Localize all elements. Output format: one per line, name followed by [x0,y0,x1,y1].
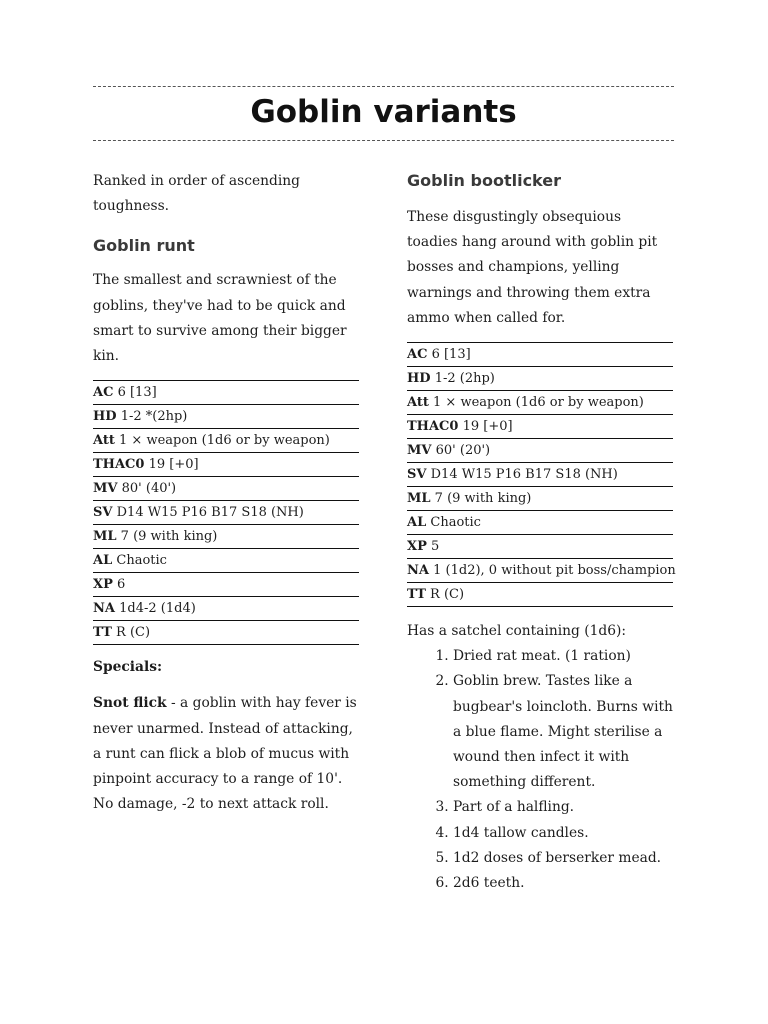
stat-value: 1 × weapon (1d6 or by weapon) [119,433,330,449]
stat-row [93,380,359,404]
stat-value: 1 (1d2), 0 without pit boss/champion [433,563,676,579]
satchel-intro: Has a satchel containing (1d6): [407,623,627,640]
stat-row [93,548,359,572]
stat-value: 60' (20') [435,443,491,459]
stat-row [93,596,359,620]
stat-label: AC [93,385,114,401]
goblin-runt-description: The smallest and scrawniest of the goblins, they've had to be quick and smart to survive among their bigger kin. [93,272,347,365]
stat-row [93,572,359,596]
stat-row [407,414,673,438]
stat-value: 1d4-2 (1d4) [119,601,196,617]
stat-value: 6 [13] [117,385,157,401]
right-column [407,166,676,896]
stat-label: MV [407,443,432,459]
stat-row [407,390,673,414]
stat-value: 1 × weapon (1d6 or by weapon) [433,395,644,411]
stat-label: ML [407,491,431,507]
stat-row [93,620,359,644]
goblin-runt-stat-block [93,380,359,645]
stat-value: 7 (9 with king) [120,529,218,545]
stat-label: AL [93,553,113,569]
stat-row [93,476,359,500]
stat-label: MV [93,481,118,497]
stat-row [407,558,676,582]
goblin-bootlicker-stat-block [407,342,676,607]
satchel-items-list [407,644,673,896]
stat-label: TT [407,587,426,603]
stat-row [407,342,673,366]
stat-row [407,486,673,510]
stat-value: D14 W15 P16 B17 S18 (NH) [430,467,618,483]
snot-flick-special [93,691,359,817]
stat-value: 5 [431,539,440,555]
stat-value: 19 [+0] [148,457,199,473]
stat-row [93,500,359,524]
stat-label: Att [407,395,429,411]
stat-value: R (C) [430,587,465,603]
stat-label: NA [93,601,115,617]
stat-row [93,524,359,548]
stat-label: XP [93,577,113,593]
stat-label: SV [93,505,113,521]
left-column [93,166,359,817]
stat-row [93,404,359,428]
stat-row [93,452,359,476]
stat-value: 19 [+0] [462,419,513,435]
stat-value: 1-2 *(2hp) [120,409,188,425]
stat-label: AC [407,347,428,363]
satchel-item: 3. Part of a halfling. [453,795,673,820]
specials-heading: Specials: [93,659,163,676]
stat-row [407,510,673,534]
stat-label: THAC0 [407,419,459,435]
stat-value: Chaotic [430,515,481,531]
stat-label: NA [407,563,429,579]
stat-value: 1-2 (2hp) [434,371,495,387]
stat-label: Att [93,433,115,449]
intro-text: Ranked in order of ascending toughness. [93,173,300,215]
satchel-item: 1. Dried rat meat. (1 ration) [453,644,673,669]
stat-row [407,534,673,558]
stat-row [407,582,673,606]
stat-label: TT [93,625,112,641]
satchel-item: 6. 2d6 teeth. [453,871,673,896]
stat-label: XP [407,539,427,555]
stat-value: Chaotic [116,553,167,569]
stat-value: 80' (40') [121,481,177,497]
special-text: - a goblin with hay fever is never unarmed. Instead of attacking, a runt can flick a blob of mucus with pinpoint accuracy to a range of 10'. No damage, -2 to next attack roll. [93,695,357,813]
stat-label: HD [407,371,431,387]
stat-row [407,438,673,462]
satchel-item: 5. 1d2 doses of berserker mead. [453,846,673,871]
stat-value: 7 (9 with king) [434,491,532,507]
stat-row [407,366,673,390]
title-banner [93,86,674,141]
stat-value: 6 [117,577,126,593]
stat-value: R (C) [116,625,151,641]
stat-row [93,428,359,452]
special-name: Snot flick [93,695,167,712]
stat-label: SV [407,467,427,483]
goblin-bootlicker-heading: Goblin bootlicker [407,171,561,190]
stat-value: D14 W15 P16 B17 S18 (NH) [116,505,304,521]
stat-label: HD [93,409,117,425]
satchel-item: 4. 1d4 tallow candles. [453,821,673,846]
stat-label: AL [407,515,427,531]
stat-label: ML [93,529,117,545]
stat-label: THAC0 [93,457,145,473]
stat-value: 6 [13] [431,347,471,363]
goblin-runt-heading: Goblin runt [93,236,195,256]
satchel-item: 2. Goblin brew. Tastes like a bugbear's loincloth. Burns with a blue flame. Might sterilise a wound then infect it with something different. [453,669,673,795]
goblin-bootlicker-description: These disgustingly obsequious toadies hang around with goblin pit bosses and champions, yelling warnings and throwing them extra ammo when called for. [407,209,658,326]
page-title: Goblin variants [250,94,517,130]
stat-row [407,462,673,486]
